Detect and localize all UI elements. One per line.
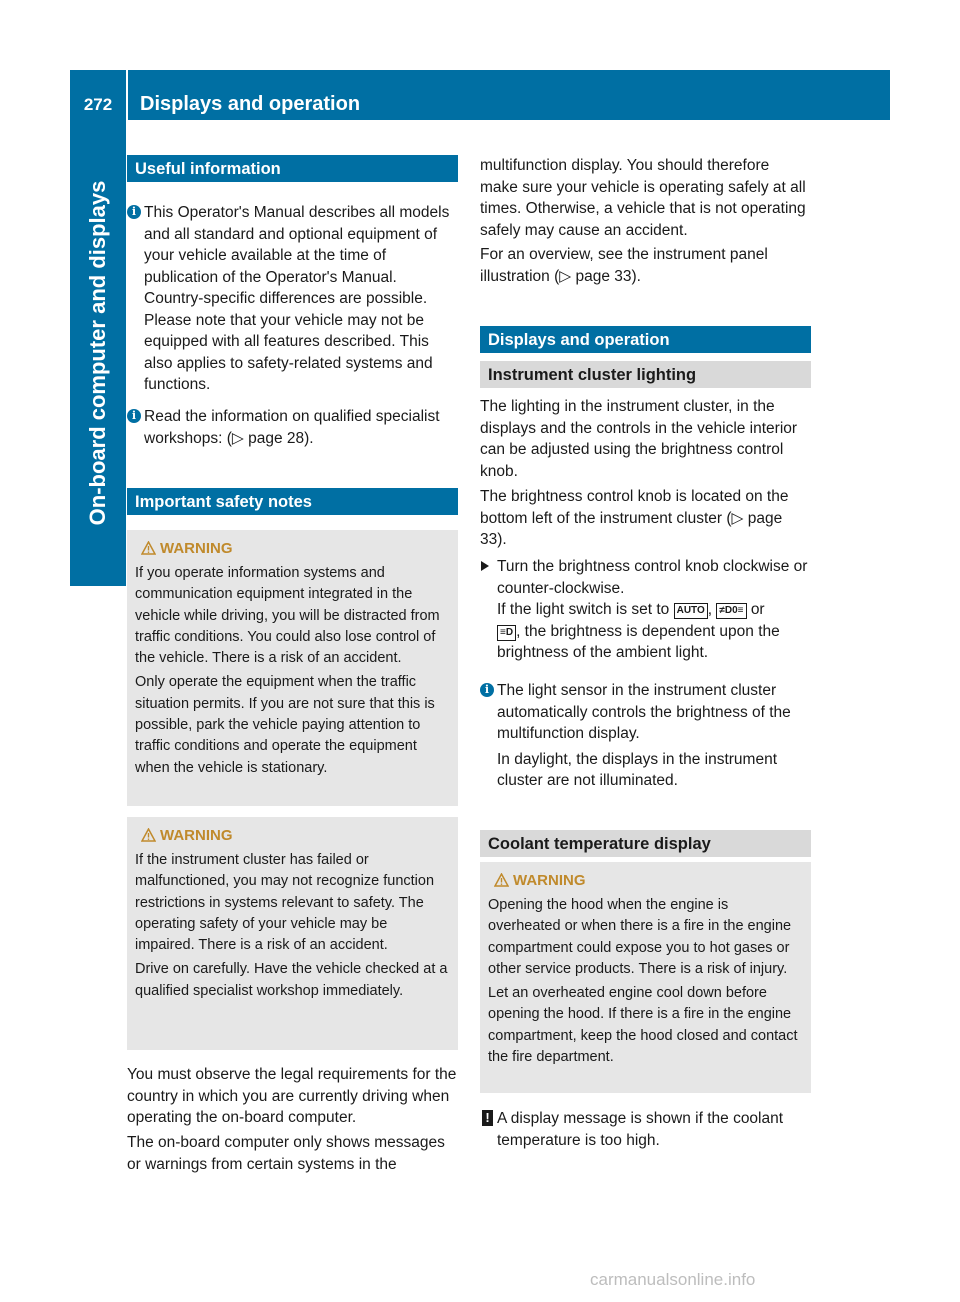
warning-text: Opening the hood when the engine is overheated or when there is a fire in the engine compartment could expose you to hot gases or other service products. There is a risk of injury.	[488, 897, 792, 977]
useful-info-text-2: Read the information on qualified specialist workshops: (▷ page 28).	[144, 408, 440, 447]
lighting-text-2: The brightness control knob is located on the bottom left of the instrument cluster (▷ page 33).	[480, 488, 789, 548]
onboard-computer-text: The on-board computer only shows messages or warnings from certain systems in the	[127, 1134, 445, 1173]
step-arrow-icon	[481, 561, 489, 571]
overview-text: For an overview, see the instrument panel illustration (▷ page 33).	[480, 246, 768, 285]
useful-info-note-1	[127, 202, 458, 396]
displays-operation-heading: Displays and operation	[480, 326, 811, 353]
warning-text: Drive on carefully. Have the vehicle checked at a qualified specialist workshop immediately.	[135, 961, 448, 999]
warning-box-3	[480, 862, 811, 1093]
watermark: carmanualsonline.info	[590, 1270, 756, 1289]
step-detail-text: , the brightness is dependent upon the brightness of the ambient light.	[497, 622, 780, 661]
warning-triangle-icon	[141, 541, 156, 555]
warning-text: If the instrument cluster has failed or malfunctioned, you may not recognize function restrictions in systems relevant to safety. The operating safety of your vehicle may be impaired. There is a risk of an accident.	[135, 852, 435, 954]
chapter-title: Displays and operation	[140, 93, 361, 115]
legal-requirements-text: You must observe the legal requirements for the country in which you are currently driving when operating the on-board computer.	[127, 1066, 457, 1126]
important-safety-heading: Important safety notes	[127, 488, 458, 515]
step-detail-or: or	[750, 601, 765, 618]
coolant-note-text: A display message is shown if the coolant temperature is too high.	[497, 1110, 784, 1149]
step-detail-text: If the light switch is set to	[497, 601, 670, 618]
coolant-note	[480, 1108, 811, 1151]
parking-light-symbol: ≠D0≡	[716, 603, 746, 619]
useful-info-note-2	[127, 406, 458, 449]
warning-triangle-icon	[141, 828, 156, 842]
low-beam-symbol: ≡D	[497, 625, 516, 641]
auto-light-symbol: AUTO	[674, 603, 708, 619]
light-sensor-note	[480, 680, 811, 792]
header-divider	[126, 70, 128, 120]
instruction-step: Turn the brightness control knob clockwise or counter-clockwise. If the light switch is set to AUTO , ≠D0≡ or ≡D , the brightness is dependent upon the brightness of the ambient light.	[480, 556, 811, 664]
coolant-temperature-heading: Coolant temperature display	[480, 830, 811, 857]
warning-text: Only operate the equipment when the traffic situation permits. If you are not sure that this is possible, park the vehicle paying attention to traffic conditions and operate the equipment when the vehicle is stationary.	[135, 674, 435, 776]
sensor-text-2: In daylight, the displays in the instrument cluster are not illuminated.	[497, 750, 778, 789]
info-icon: i	[127, 205, 141, 219]
warning-text: Let an overheated engine cool down before opening the hood. If there is a fire in the engine compartment, keep the hood closed and contact the fire department.	[488, 985, 798, 1066]
exclamation-icon: !	[482, 1110, 493, 1126]
warning-text: If you operate information systems and communication equipment integrated in the vehicle while driving, you will be distracted from traffic conditions. You could also lose control of the vehicle. There is a risk of an accident.	[135, 565, 440, 667]
continued-text: multifunction display. You should therefore make sure your vehicle is operating safely at all times. Otherwise, a vehicle that is not operating safely may cause an accident.	[480, 157, 806, 239]
warning-title: WARNING	[488, 870, 803, 892]
warning-title: WARNING	[135, 825, 450, 847]
lighting-text-1: The lighting in the instrument cluster, in the displays and the controls in the vehicle interior can be adjusted using the brightness control knob.	[480, 398, 798, 480]
step-text: Turn the brightness control knob clockwise or counter-clockwise.	[497, 558, 808, 597]
info-icon: i	[480, 683, 494, 697]
warning-title: WARNING	[135, 538, 450, 560]
warning-box-1	[127, 530, 458, 806]
side-tab-label: On-board computer and displays	[85, 180, 110, 526]
warning-triangle-icon	[494, 873, 509, 887]
useful-information-heading: Useful information	[127, 155, 458, 182]
instrument-lighting-heading: Instrument cluster lighting	[480, 361, 811, 388]
info-icon: i	[127, 409, 141, 423]
useful-info-text-1: This Operator's Manual describes all models and all standard and optional equipment of your vehicle available at the time of publication of the Operator's Manual. Country-specific differences are possible. Please note that your vehicle may not be equipped with all features described. This also applies to safety-related systems and functions.	[144, 204, 450, 393]
sensor-text-1: The light sensor in the instrument cluster automatically controls the brightness of the multifunction display.	[497, 682, 791, 742]
warning-box-2	[127, 817, 458, 1050]
page-number: 272	[83, 95, 113, 114]
